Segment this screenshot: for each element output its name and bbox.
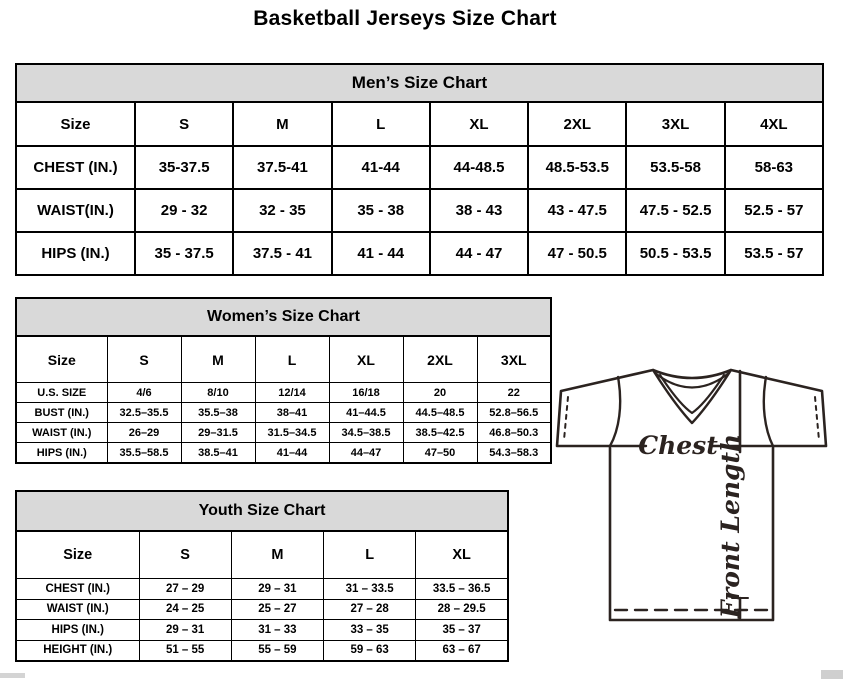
size-range-cell: 46.8–50.3: [477, 423, 551, 443]
mens-size-table: [15, 63, 824, 276]
size-range-cell: 47 - 50.5: [528, 232, 626, 275]
mens-column-header-3xl: 3XL: [626, 102, 724, 146]
row-label: BUST (IN.): [16, 403, 107, 423]
size-range-cell: 26–29: [107, 423, 181, 443]
size-range-cell: 35-37.5: [135, 146, 233, 189]
row-label: U.S. SIZE: [16, 383, 107, 403]
size-range-cell: 24 – 25: [139, 599, 231, 620]
size-range-cell: 58-63: [725, 146, 823, 189]
size-range-cell: 20: [403, 383, 477, 403]
size-range-cell: 41 - 44: [332, 232, 430, 275]
size-range-cell: 34.5–38.5: [329, 423, 403, 443]
size-range-cell: 52.5 - 57: [725, 189, 823, 232]
womens-column-header-3xl: 3XL: [477, 336, 551, 383]
size-range-cell: 27 – 29: [139, 579, 231, 600]
size-range-cell: 31 – 33.5: [324, 579, 416, 600]
size-range-cell: 31 – 33: [231, 620, 323, 641]
row-label: HIPS (IN.): [16, 232, 135, 275]
youth-column-header-xl: XL: [416, 531, 508, 579]
size-range-cell: 59 – 63: [324, 640, 416, 661]
size-range-cell: 44-48.5: [430, 146, 528, 189]
size-range-cell: 16/18: [329, 383, 403, 403]
scrollbar-fragment-right[interactable]: [821, 670, 843, 679]
left-cuff-dashed-line: [564, 397, 568, 440]
youth-size-column-header: Size: [16, 531, 139, 579]
size-range-cell: 41–44: [255, 443, 329, 464]
row-label: HIPS (IN.): [16, 620, 139, 641]
mens-column-header-m: M: [233, 102, 331, 146]
womens-column-header-2xl: 2XL: [403, 336, 477, 383]
size-range-cell: 33.5 – 36.5: [416, 579, 508, 600]
womens-column-header-m: M: [181, 336, 255, 383]
size-range-cell: 48.5-53.5: [528, 146, 626, 189]
youth-table-row: [16, 579, 508, 600]
size-range-cell: 44.5–48.5: [403, 403, 477, 423]
size-range-cell: 35.5–58.5: [107, 443, 181, 464]
size-range-cell: 33 – 35: [324, 620, 416, 641]
womens-column-header-xl: XL: [329, 336, 403, 383]
row-label: WAIST (IN.): [16, 599, 139, 620]
size-range-cell: 37.5 - 41: [233, 232, 331, 275]
size-range-cell: 41–44.5: [329, 403, 403, 423]
mens-table-row: [16, 146, 823, 189]
youth-table-row: [16, 599, 508, 620]
jersey-measurement-diagram: [555, 360, 841, 636]
right-cuff-dashed-line: [815, 397, 819, 440]
youth-column-header-l: L: [324, 531, 416, 579]
size-range-cell: 43 - 47.5: [528, 189, 626, 232]
size-range-cell: 8/10: [181, 383, 255, 403]
mens-table-row: [16, 189, 823, 232]
size-range-cell: 38–41: [255, 403, 329, 423]
size-range-cell: 38 - 43: [430, 189, 528, 232]
womens-column-header-s: S: [107, 336, 181, 383]
womens-size-table: [15, 297, 552, 464]
size-range-cell: 51 – 55: [139, 640, 231, 661]
size-range-cell: 63 – 67: [416, 640, 508, 661]
size-range-cell: 35 – 37: [416, 620, 508, 641]
jersey-diagram-svg: [555, 360, 841, 636]
size-range-cell: 55 – 59: [231, 640, 323, 661]
size-range-cell: 54.3–58.3: [477, 443, 551, 464]
size-range-cell: 31.5–34.5: [255, 423, 329, 443]
size-range-cell: 41-44: [332, 146, 430, 189]
womens-table-row: [16, 383, 551, 403]
youth-table-row: [16, 640, 508, 661]
mens-table-row: [16, 232, 823, 275]
size-range-cell: 35.5–38: [181, 403, 255, 423]
mens-column-header-s: S: [135, 102, 233, 146]
size-range-cell: 32.5–35.5: [107, 403, 181, 423]
womens-table-row: [16, 423, 551, 443]
right-armhole-seam: [764, 377, 773, 446]
youth-column-header-m: M: [231, 531, 323, 579]
size-range-cell: 32 - 35: [233, 189, 331, 232]
mens-column-header-xl: XL: [430, 102, 528, 146]
size-range-cell: 4/6: [107, 383, 181, 403]
size-range-cell: 44 - 47: [430, 232, 528, 275]
size-range-cell: 53.5 - 57: [725, 232, 823, 275]
womens-table-row: [16, 403, 551, 423]
size-range-cell: 22: [477, 383, 551, 403]
size-range-cell: 50.5 - 53.5: [626, 232, 724, 275]
mens-column-header-2xl: 2XL: [528, 102, 626, 146]
size-range-cell: 37.5-41: [233, 146, 331, 189]
scrollbar-fragment-left[interactable]: [0, 673, 25, 678]
womens-size-column-header: Size: [16, 336, 107, 383]
youth-table-row: [16, 620, 508, 641]
womens-table-banner: Women’s Size Chart: [16, 298, 551, 336]
youth-size-table: [15, 490, 509, 662]
youth-column-header-s: S: [139, 531, 231, 579]
row-label: CHEST (IN.): [16, 579, 139, 600]
size-range-cell: 29–31.5: [181, 423, 255, 443]
front-length-label: Front Length: [716, 433, 745, 619]
size-range-cell: 38.5–41: [181, 443, 255, 464]
mens-size-column-header: Size: [16, 102, 135, 146]
youth-table-banner: Youth Size Chart: [16, 491, 508, 531]
size-range-cell: 53.5-58: [626, 146, 724, 189]
size-range-cell: 35 - 37.5: [135, 232, 233, 275]
womens-table-row: [16, 443, 551, 464]
size-range-cell: 47–50: [403, 443, 477, 464]
row-label: HIPS (IN.): [16, 443, 107, 464]
size-range-cell: 52.8–56.5: [477, 403, 551, 423]
size-range-cell: 44–47: [329, 443, 403, 464]
size-range-cell: 47.5 - 52.5: [626, 189, 724, 232]
page-title: Basketball Jerseys Size Chart: [253, 7, 557, 30]
chest-label: Chest: [638, 431, 718, 460]
size-range-cell: 28 – 29.5: [416, 599, 508, 620]
row-label: CHEST (IN.): [16, 146, 135, 189]
jersey-outline: [557, 370, 826, 620]
mens-column-header-4xl: 4XL: [725, 102, 823, 146]
row-label: WAIST (IN.): [16, 423, 107, 443]
mens-column-header-l: L: [332, 102, 430, 146]
size-range-cell: 29 – 31: [231, 579, 323, 600]
size-range-cell: 35 - 38: [332, 189, 430, 232]
size-range-cell: 38.5–42.5: [403, 423, 477, 443]
row-label: HEIGHT (IN.): [16, 640, 139, 661]
row-label: WAIST(IN.): [16, 189, 135, 232]
size-range-cell: 29 – 31: [139, 620, 231, 641]
size-range-cell: 29 - 32: [135, 189, 233, 232]
left-armhole-seam: [610, 377, 620, 446]
size-range-cell: 25 – 27: [231, 599, 323, 620]
size-range-cell: 27 – 28: [324, 599, 416, 620]
size-range-cell: 12/14: [255, 383, 329, 403]
womens-column-header-l: L: [255, 336, 329, 383]
mens-table-banner: Men’s Size Chart: [16, 64, 823, 102]
